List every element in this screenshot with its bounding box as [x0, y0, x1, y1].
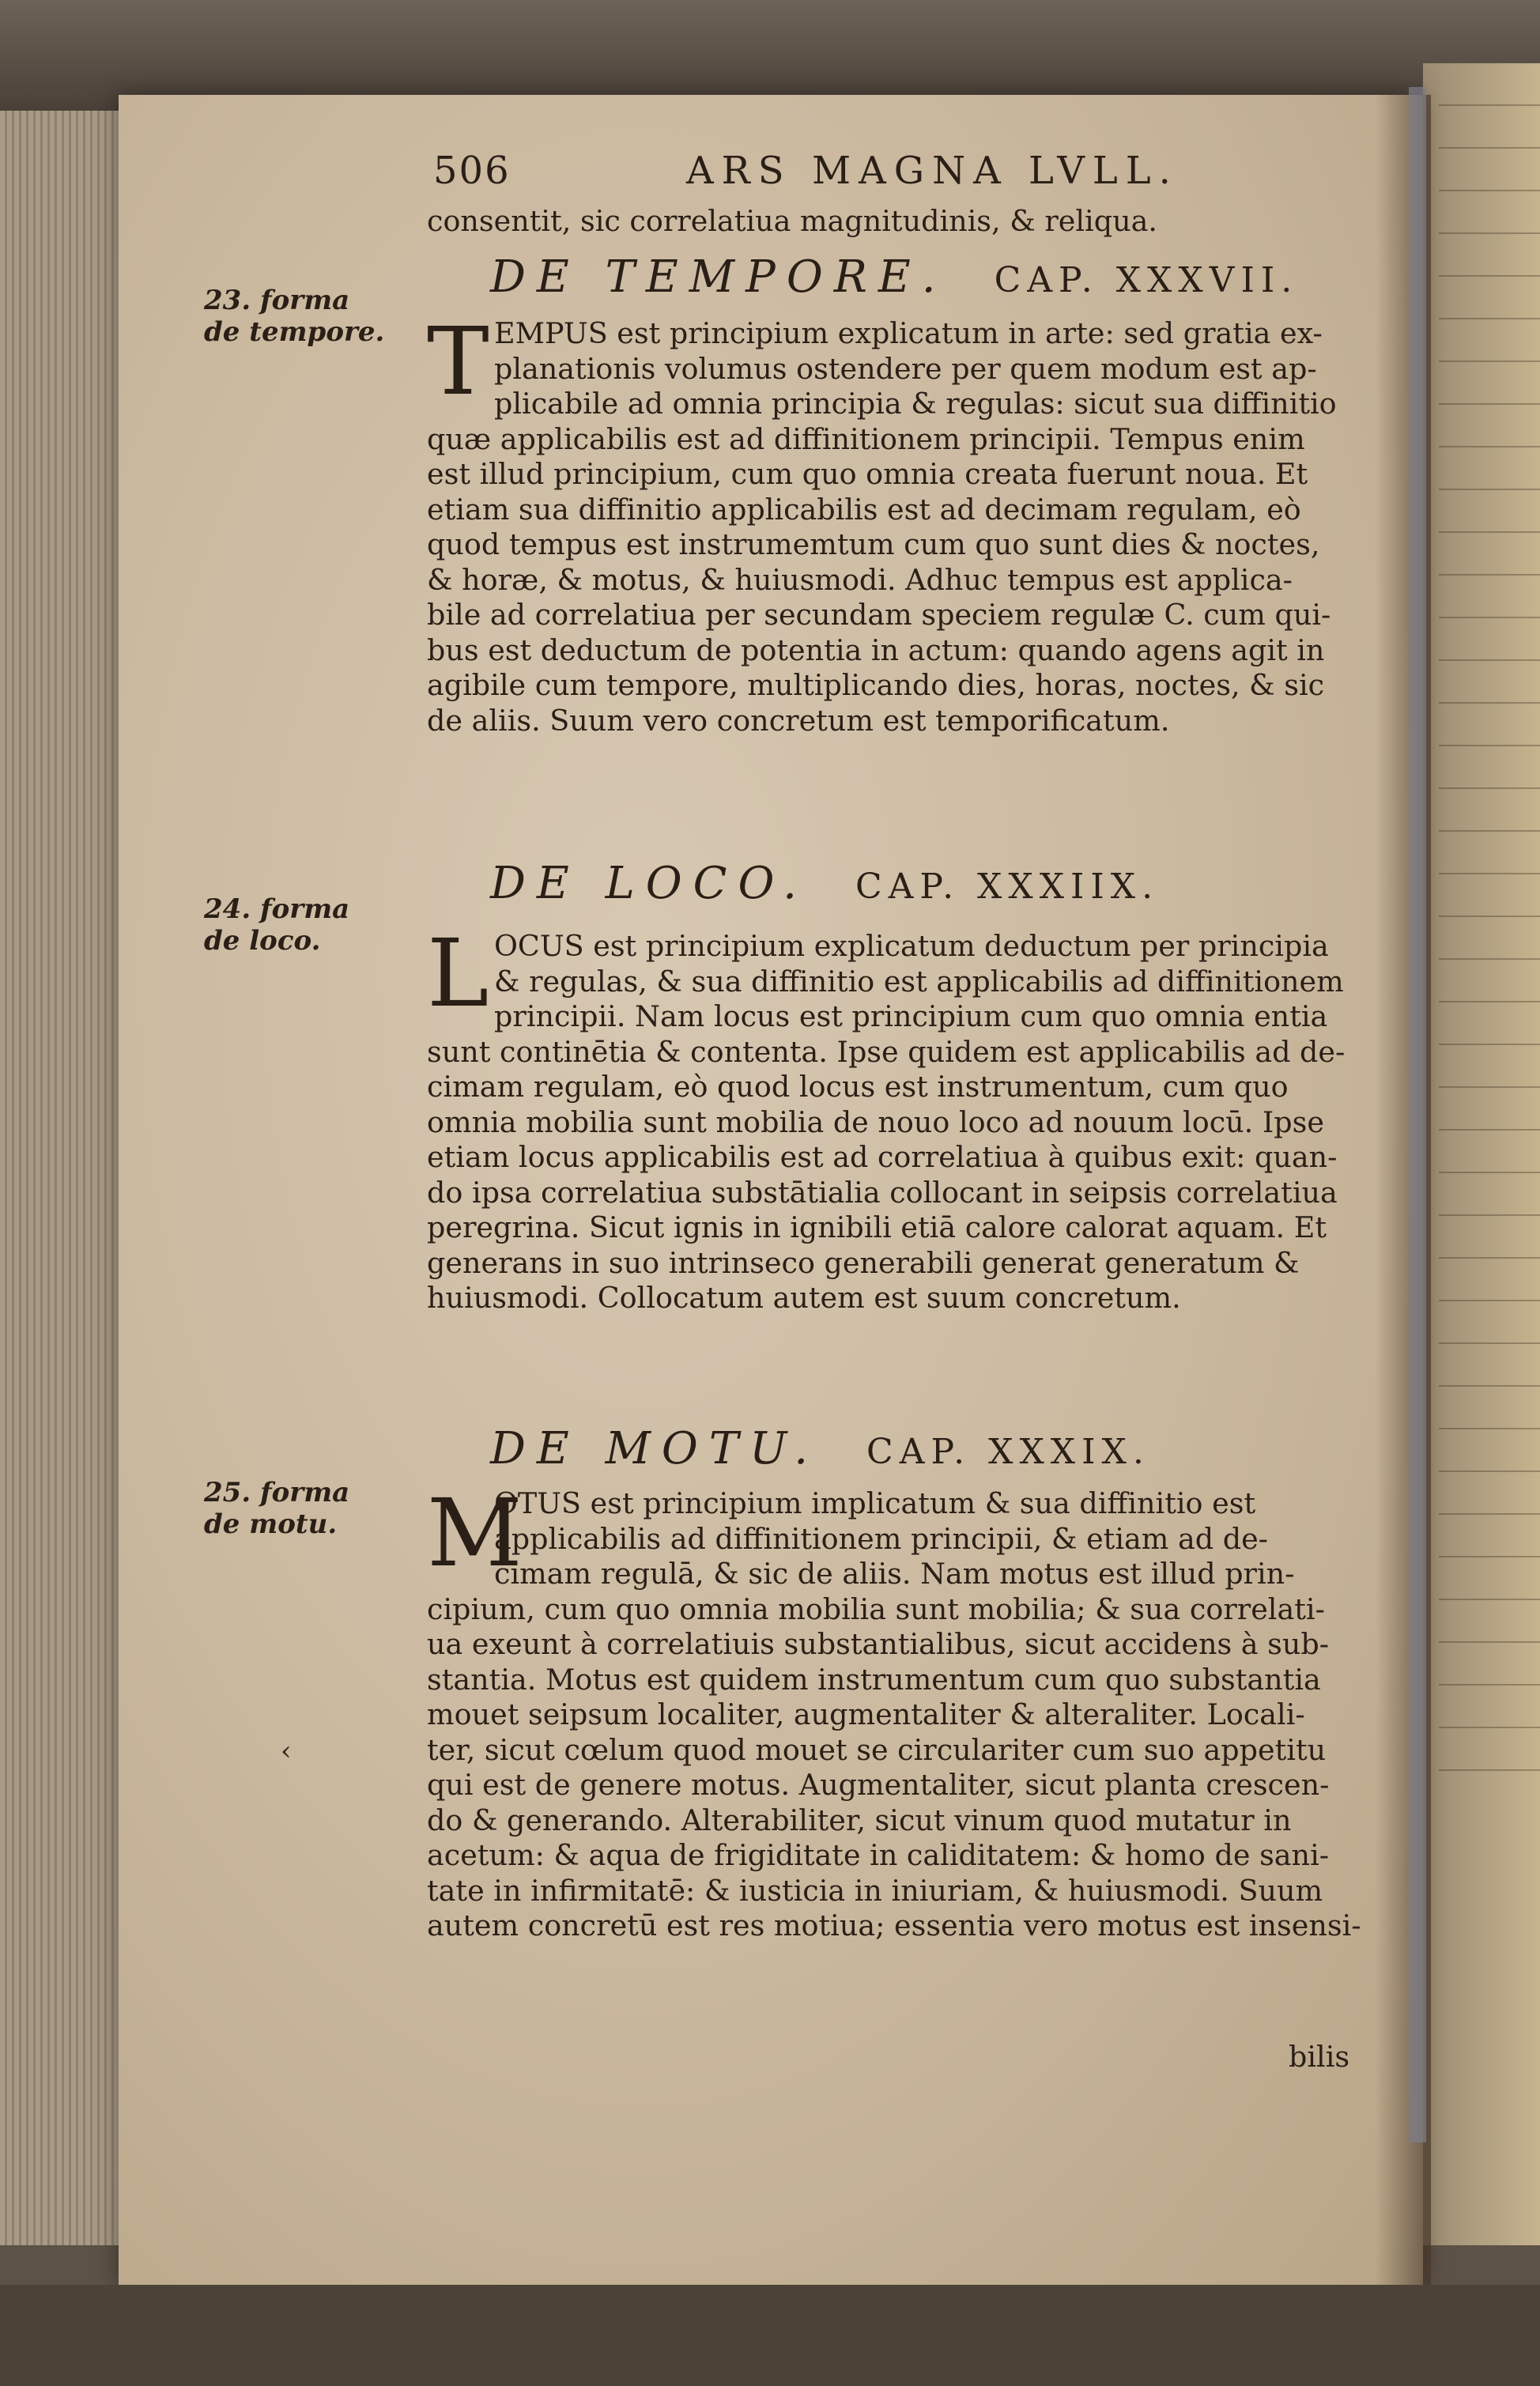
- section-heading: [490, 858, 1360, 909]
- text-line: do ipsa correlatiua substātialia collocant in seipsis correlatiua: [427, 1175, 1338, 1210]
- text-line: bile ad correlatiua per secundam speciem regulæ C. cum qui-: [427, 598, 1331, 632]
- margin-note: 23. forma de tempore.: [204, 285, 385, 348]
- section-heading: [490, 1423, 1360, 1474]
- text-line: acetum: & aqua de frigiditate in caliditatem: & homo de sani-: [427, 1838, 1330, 1872]
- text-line: cimam regulam, eò quod locus est instrumentum, cum quo: [427, 1070, 1289, 1104]
- text-line: omnia mobilia sunt mobilia de nouo loco ad nouum locū. Ipse: [427, 1104, 1324, 1139]
- text-line: huiusmodi. Collocatum autem est suum concretum.: [427, 1281, 1181, 1315]
- text-line: peregrina. Sicut ignis in ignibili etiā calore calorat aquam. Et: [427, 1210, 1327, 1244]
- drop-capital: M: [427, 1478, 523, 1588]
- text-line: generans in suo intrinseco generabili generat generatum &: [427, 1245, 1300, 1280]
- text-line: plicabile ad omnia principia & regulas: sicut sua diffinitio: [494, 387, 1337, 421]
- text-line: mouet seipsum localiter, augmentaliter & alteraliter. Locali-: [427, 1697, 1305, 1731]
- drop-capital: T: [427, 307, 489, 416]
- margin-note: 24. forma de loco.: [204, 893, 350, 957]
- text-line: de aliis. Suum vero concretum est temporificatum.: [427, 703, 1170, 738]
- running-title: ARS MAGNA LVLL.: [686, 149, 1179, 193]
- section-title: DE LOCO.: [490, 858, 808, 909]
- page-number: 506: [433, 149, 511, 193]
- text-line: est illud principium, cum quo omnia creata fuerunt noua. Et: [427, 457, 1308, 491]
- text-line: OCUS est principium explicatum deductum per principia: [494, 929, 1329, 963]
- text-line: autem concretū est res motiua; essentia vero motus est insensi-: [427, 1908, 1361, 1942]
- text-line: quæ applicabilis est ad diffinitionem principii. Tempus enim: [427, 421, 1305, 456]
- text-line: & horæ, & motus, & huiusmodi. Adhuc tempus est applica-: [427, 562, 1293, 597]
- background-bottom: [0, 2285, 1540, 2386]
- opening-line: consentit, sic correlatiua magnitudinis, & reliqua.: [427, 204, 1157, 238]
- catchword: bilis: [1289, 2040, 1350, 2074]
- text-line: planationis volumus ostendere per quem modum est ap-: [494, 351, 1317, 386]
- text-line: principii. Nam locus est principium cum quo omnia entia: [494, 999, 1328, 1033]
- text-line: cipium, cum quo omnia mobilia sunt mobilia; & sua correlati-: [427, 1591, 1325, 1626]
- text-line: EMPUS est principium explicatum in arte: sed gratia ex-: [494, 316, 1323, 350]
- facing-page: [1423, 63, 1540, 2245]
- text-line: sunt continētia & contenta. Ipse quidem est applicabilis ad de-: [427, 1034, 1346, 1069]
- drop-capital: L: [427, 919, 489, 1028]
- text-line: etiam locus applicabilis est ad correlatiua à quibus exit: quan-: [427, 1140, 1338, 1174]
- text-line: bus est deductum de potentia in actum: quando agens agit in: [427, 632, 1325, 667]
- running-head: [433, 149, 1366, 193]
- stray-mark: ‹: [281, 1735, 292, 1767]
- margin-note: 25. forma de motu.: [204, 1477, 350, 1540]
- text-line: cimam regulā, & sic de aliis. Nam motus est illud prin-: [494, 1557, 1295, 1591]
- text-line: quod tempus est instrumemtum cum quo sunt dies & noctes,: [427, 527, 1320, 561]
- text-line: etiam sua diffinitio applicabilis est ad decimam regulam, eò: [427, 492, 1301, 527]
- text-line: ua exeunt à correlatiuis substantialibus, sicut accidens à sub-: [427, 1627, 1330, 1661]
- text-line: & regulas, & sua diffinitio est applicabilis ad diffinitionem: [494, 964, 1344, 999]
- text-line: ter, sicut cœlum quod mouet se circulariter cum suo appetitu: [427, 1732, 1327, 1767]
- book-top-edge: [0, 0, 1540, 111]
- chapter-number: CAP. XXXIIX.: [855, 866, 1160, 907]
- section-title: DE MOTU.: [490, 1423, 820, 1474]
- text-line: OTUS est principium implicatum & sua diffinitio est: [494, 1486, 1256, 1520]
- section-title: DE TEMPORE.: [490, 251, 947, 303]
- book-fore-edge: [0, 111, 119, 2245]
- text-line: applicabilis ad diffinitionem principii, & etiam ad de-: [494, 1521, 1269, 1556]
- text-line: qui est de genere motus. Augmentaliter, sicut planta crescen-: [427, 1768, 1330, 1802]
- text-line: stantia. Motus est quidem instrumentum cum quo substantia: [427, 1662, 1321, 1697]
- section-heading: [490, 251, 1360, 303]
- text-line: agibile cum tempore, multiplicando dies, horas, noctes, & sic: [427, 668, 1325, 702]
- chapter-number: CAP. XXXIX.: [866, 1432, 1150, 1472]
- page-clip: [1409, 87, 1426, 2142]
- chapter-number: CAP. XXXVII.: [994, 260, 1299, 300]
- text-line: do & generando. Alterabiliter, sicut vinum quod mutatur in: [427, 1803, 1292, 1837]
- text-line: tate in infirmitatē: & iusticia in iniuriam, & huiusmodi. Suum: [427, 1873, 1323, 1908]
